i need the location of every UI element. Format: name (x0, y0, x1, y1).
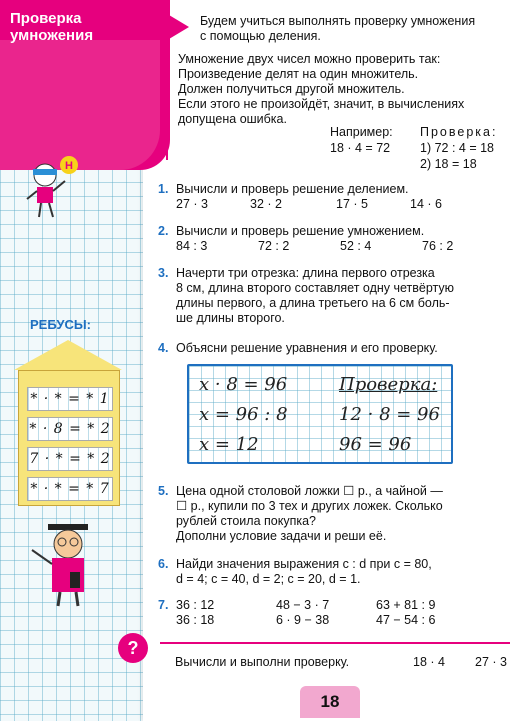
task-item: 52 : 4 (340, 239, 372, 253)
example-label: Например: (330, 125, 393, 139)
example-expression: 18 · 4 = 72 (330, 141, 391, 155)
rule-line: Умножение двух чисел можно проверить так: (178, 52, 441, 66)
rebus-row: 7 · * = * 2 (27, 447, 113, 471)
hw-check-line: 96 = 96 (339, 434, 412, 455)
task-item: 48 − 3 · 7 (276, 598, 330, 612)
rebus-row: * · 8 = * 2 (27, 417, 113, 441)
task-5 (158, 484, 508, 544)
rule-line: Произведение делят на один множитель. (178, 67, 419, 81)
rule-line: допущена ошибка. (178, 112, 287, 126)
rule-line: Если этого не произойдёт, значит, в вычислениях (178, 97, 465, 111)
task-item: 76 : 2 (422, 239, 454, 253)
bottom-divider (160, 642, 510, 644)
task-number: 5. (158, 484, 169, 498)
check-block (420, 124, 497, 172)
title-line-1: Проверка (10, 10, 82, 27)
task-number: 4. (158, 341, 169, 355)
hw-check-title: Проверка: (339, 374, 438, 395)
rule-line: Должен получиться другой множитель. (178, 82, 405, 96)
task-text: Вычисли и проверь решение делением. (176, 182, 409, 196)
task-text: Вычисли и проверь решение умножением. (176, 224, 425, 238)
intro-text (200, 14, 510, 44)
house-body (18, 370, 120, 506)
hw-equation: x = 96 : 8 (199, 404, 288, 425)
play-triangle-icon (169, 15, 189, 39)
task-line: Цена одной столовой ложки ☐ р., а чайной — (176, 484, 443, 498)
task-line: Найди значения выражения c : d при c = 80, (176, 557, 432, 571)
task-line: рублей стоила покупка? (176, 514, 316, 528)
task-number: 6. (158, 557, 169, 571)
rebus-row: * · * = * 1 (27, 387, 113, 411)
handwriting-box (187, 364, 453, 464)
task-line: ше длины второго. (176, 311, 285, 325)
robot-badge: Н (65, 160, 73, 172)
robot-icon (25, 155, 85, 225)
bottom-item: 18 · 4 (413, 655, 445, 669)
task-line: ☐ р., купили по 3 тех и других ложек. Сколько (176, 499, 443, 513)
page-title (10, 10, 93, 44)
task-item: 47 − 54 : 6 (376, 613, 436, 627)
task-item: 14 · 6 (410, 197, 442, 211)
title-line-2: умножения (10, 27, 94, 44)
question-icon: ? (118, 633, 148, 663)
check-label: Проверка: (420, 125, 498, 139)
task-item: 27 · 3 (176, 197, 208, 211)
task-item: 36 : 12 (176, 598, 215, 612)
task-number: 2. (158, 224, 169, 238)
check-step: 1) 72 : 4 = 18 (420, 141, 495, 155)
task-item: 36 : 18 (176, 613, 215, 627)
task-item: 63 + 81 : 9 (376, 598, 436, 612)
bottom-text: Вычисли и выполни проверку. (175, 655, 350, 669)
page-number: 18 (300, 686, 360, 718)
teacher-icon (30, 520, 110, 610)
task-line: длины первого, а длина третьего на 6 см боль- (176, 296, 450, 310)
task-line: Дополни условие задачи и реши её. (176, 529, 387, 543)
rule-divider (166, 55, 168, 160)
task-number: 7. (158, 598, 169, 612)
hw-equation: x = 12 (199, 434, 259, 455)
hw-check-line: 12 · 8 = 96 (339, 404, 440, 425)
task-3 (158, 266, 508, 326)
task-item: 72 : 2 (258, 239, 290, 253)
task-7 (158, 598, 508, 628)
intro-line: Будем учиться выполнять проверку умножения (200, 14, 476, 28)
rebus-row: * · * = * 7 (27, 477, 113, 501)
rebus-house (14, 340, 122, 510)
task-item: 32 · 2 (250, 197, 282, 211)
task-line: 8 см, длина второго составляет одну четвёртую (176, 281, 455, 295)
task-6 (158, 557, 508, 587)
check-step: 2) 18 = 18 (420, 157, 477, 171)
task-text: Объясни решение уравнения и его проверку. (176, 341, 438, 355)
task-2 (158, 224, 508, 254)
bottom-item: 27 · 3 (475, 655, 507, 669)
bottom-task (175, 655, 521, 670)
house-roof (14, 340, 122, 370)
task-number: 1. (158, 182, 169, 196)
example-block (330, 124, 393, 156)
task-4 (158, 341, 508, 356)
task-item: 6 · 9 − 38 (276, 613, 330, 627)
hw-equation: x · 8 = 96 (199, 374, 288, 395)
rebus-label: РЕБУСЫ: (30, 317, 91, 332)
task-item: 84 : 3 (176, 239, 208, 253)
task-line: d = 4; c = 40, d = 2; c = 20, d = 1. (176, 572, 361, 586)
task-line: Начерти три отрезка: длина первого отрезка (176, 266, 435, 280)
task-1 (158, 182, 508, 212)
task-number: 3. (158, 266, 169, 280)
intro-line: с помощью деления. (200, 29, 321, 43)
task-item: 17 · 5 (336, 197, 368, 211)
